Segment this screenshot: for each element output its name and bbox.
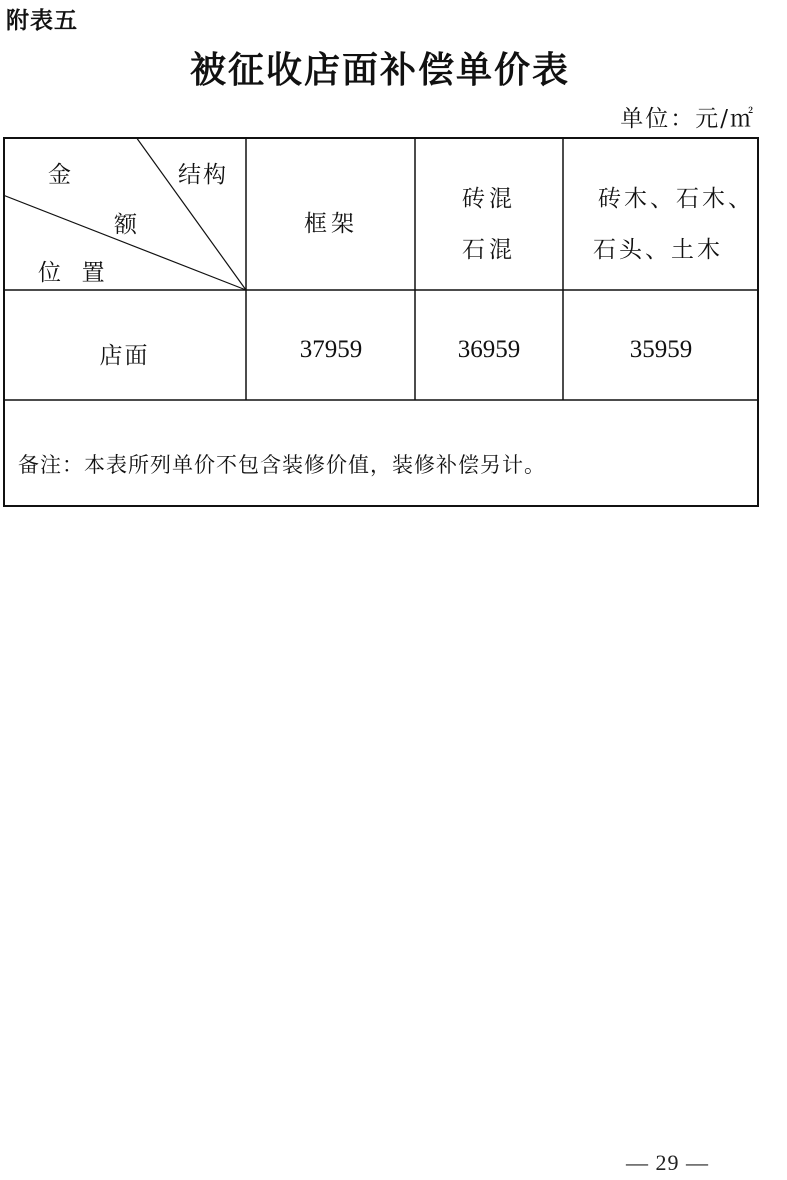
corner-label-amount-2: 额 (114, 212, 137, 238)
price-brick-concrete: 36959 (457, 336, 521, 363)
document-title: 被征收店面补偿单价表 (189, 50, 570, 91)
appendix-label: 附表五 (6, 8, 78, 34)
corner-label-amount-1: 金 (48, 162, 71, 188)
column-header-frame: 框架 (304, 211, 358, 237)
row-label-storefront: 店面 (99, 343, 150, 369)
corner-label-location: 位 置 (38, 260, 107, 286)
corner-label-structure: 结构 (178, 162, 228, 188)
price-frame: 37959 (299, 336, 363, 363)
unit-note: 单位：元/㎡ (620, 106, 755, 132)
column-header-brick-wood-line1: 砖木、石木、 (598, 186, 754, 212)
price-brick-wood: 35959 (629, 336, 693, 363)
column-header-stone-concrete: 石混 (462, 237, 516, 263)
remark-text: 备注：本表所列单价不包含装修价值，装修补偿另计。 (18, 453, 546, 477)
column-header-brick-wood-line2: 石头、土木 (593, 237, 723, 263)
page-number: — 29 — (626, 1150, 709, 1175)
column-header-brick-concrete: 砖混 (462, 186, 516, 212)
